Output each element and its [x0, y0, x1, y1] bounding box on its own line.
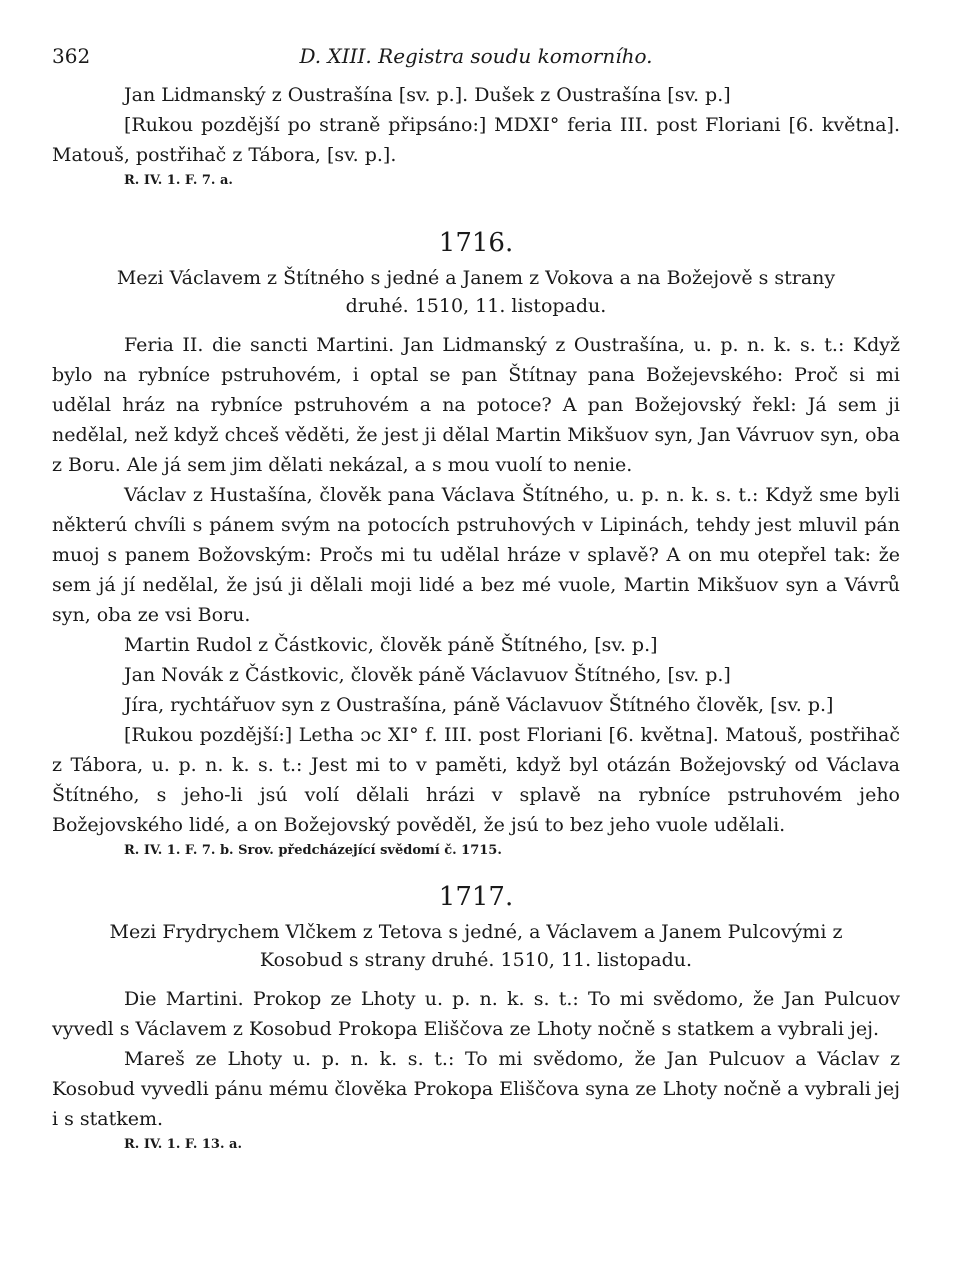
testimony-paragraph-4: Jan Novák z Částkovic, člověk páně Václavuov Štítného, [sv. p.]: [124, 664, 731, 686]
running-title: D. XIII. Registra soudu komorního.: [299, 44, 653, 68]
entry-number-1717: 1717.: [438, 882, 514, 912]
page-number: 362: [52, 44, 91, 68]
testimony-paragraph-5: Jíra, rychtářuov syn z Oustrašína, páně Václavuov Štítného člověk, [sv. p.]: [124, 694, 834, 716]
archive-reference: R. IV. 1. F. 7. b. Srov. předcházející svědomí č. 1715.: [124, 843, 502, 858]
entry-body-1716: [52, 330, 900, 862]
entry-body-1717: [52, 984, 900, 1156]
carryover-paragraph-2: [Rukou pozdější po straně připsáno:] MDXI° feria III. post Floriani [6. května]. Matouš, postřihač z Tábora, [sv. p.].: [52, 114, 900, 166]
testimony-paragraph-6: [Rukou pozdější:] Letha ɔc XI° f. III. post Floriani [6. května]. Matouš, postřihač z Tábora, u. p. n. k. s. t.: Jest mi to v paměti, když byl otázán Božejovský od Václava Štítného, s jeho-li jsú volí dělali hrázi v splavě na rybníce pstruhovém jeho Božejovského lidé, a on Božejovský pověděl, že jsú to bez jeho vuole udělali.: [52, 724, 900, 836]
archive-reference: R. IV. 1. F. 13. a.: [124, 1137, 242, 1152]
testimony-paragraph-2: Václav z Hustašína, člověk pana Václava Štítného, u. p. n. k. s. t.: Když sme byli některú chvíli s pánem svým na potocích pstruhových v Lipinách, tehdy jest mluvil pán muoj s panem Božovským: Pročs mi tu udělal hráze v splavě? A on mu otepřel tak: že sem já jí nedělal, že jsú ji dělali moji lidé a bez mé vuole, Martin Mikšuov syn a Vávrů syn, oba ze vsi Boru.: [52, 484, 900, 626]
running-head: [52, 40, 900, 80]
archive-reference: R. IV. 1. F. 7. a.: [124, 173, 233, 188]
carryover-paragraph-1: Jan Lidmanský z Oustrašína [sv. p.]. Dušek z Oustrašína [sv. p.]: [124, 84, 731, 106]
testimony-paragraph-2: Mareš ze Lhoty u. p. n. k. s. t.: To mi svědomo, že Jan Pulcuov a Václav z Kosobud vyvedli pánu mému člověka Prokopa Eliščova syna ze Lhoty nočně a vybrali jej i s statkem.: [52, 1048, 900, 1130]
entry-heading-1717: Mezi Frydrychem Vlčkem z Tetova s jedné, a Václavem a Janem Pulcovými z Kosobud s strany druhé. 1510, 11. listopadu.: [109, 921, 843, 971]
document-page: [52, 40, 900, 1156]
testimony-paragraph-3: Martin Rudol z Částkovic, člověk páně Štítného, [sv. p.]: [124, 634, 658, 656]
entry-number-1716: 1716.: [438, 228, 514, 258]
entry-heading-1716: Mezi Václavem z Štítného s jedné a Janem z Vokova a na Božejově s strany druhé. 1510, 11. listopadu.: [116, 267, 836, 317]
testimony-paragraph-1: Die Martini. Prokop ze Lhoty u. p. n. k. s. t.: To mi svědomo, že Jan Pulcuov vyvedl s Václavem z Kosobud Prokopa Eliščova ze Lhoty nočně s statkem a vybrali jej.: [52, 988, 900, 1040]
carryover-section: [52, 80, 900, 192]
testimony-paragraph-1: Feria II. die sancti Martini. Jan Lidmanský z Oustrašína, u. p. n. k. s. t.: Když bylo na rybníce pstruhovém, i optal se pan Štítnay pana Božejevského: Proč si mi udělal hráz na rybníce pstruhovém a na potoce? A pan Božejovský řekl: Já sem ji nedělal, než když chceš věděti, že jest ji dělal Martin Mikšuov syn, Jan Vávruov syn, oba z Boru. Ale já sem jim dělati nekázal, a s mou vuolí to nenie.: [52, 334, 900, 476]
